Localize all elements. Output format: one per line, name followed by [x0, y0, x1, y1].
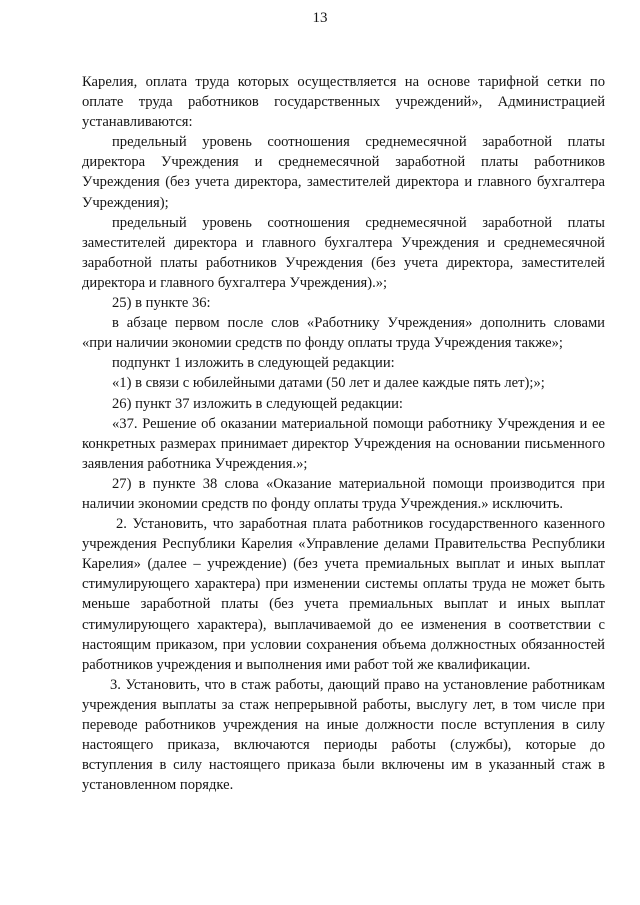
document-body	[82, 72, 605, 795]
paragraph: 3. Установить, что в стаж работы, дающий право на установление работникам учреждения выплаты за стаж непрерывной работы, выслугу лет, в том числе при переводе работников учреждения на иные должности после вступления в силу настоящего приказа, включаются периоды работы (службы), которые до вступления в силу настоящего приказа были включены им в указанный стаж в установленном порядке.	[82, 676, 605, 794]
paragraph: подпункт 1 изложить в следующей редакции:	[112, 355, 395, 372]
paragraph: предельный уровень соотношения среднемесячной заработной платы заместителей директора и главного бухгалтера Учреждения и среднемесячной заработной платы работников Учреждения (без учета директора, заместителей директора и главного бухгалтера Учреждения).»;	[82, 214, 605, 291]
paragraph: 27) в пункте 38 слова «Оказание материальной помощи производится при наличии экономии средств по фонду оплаты труда Учреждения.» исключить.	[82, 475, 605, 512]
paragraph: Карелия, оплата труда которых осуществляется на основе тарифной сетки по оплате труда работников государственных учреждений», Администрацией устанавливаются:	[82, 74, 605, 131]
paragraph: 26) пункт 37 изложить в следующей редакции:	[112, 395, 403, 412]
paragraph: «37. Решение об оказании материальной помощи работнику Учреждения и ее конкретных размерах принимает директор Учреждения на основании письменного заявления работника Учреждения.»;	[82, 415, 605, 472]
paragraph: «1) в связи с юбилейными датами (50 лет и далее каждые пять лет);»;	[112, 375, 545, 392]
paragraph: 2. Установить, что заработная плата работников государственного казенного учреждения Республики Карелия «Управление делами Правительства Республики Карелия» (далее – учреждение) (без учета премиальных выплат и иных выплат стимулирующего характера) при изменении системы оплаты труда не может быть меньше заработной платы (без учета премиальных выплат и иных выплат стимулирующего характера), выплачиваемой до ее изменения в соответствии с настоящим приказом, при условии сохранения объема должностных обязанностей работников учреждения и выполнения ими работ той же квалификации.	[82, 516, 605, 673]
paragraph: предельный уровень соотношения среднемесячной заработной платы директора Учреждения и среднемесячной заработной платы работников Учреждения (без учета директора, заместителей директора и главного бухгалтера Учреждения);	[82, 134, 605, 211]
paragraph: в абзаце первом после слов «Работнику Учреждения» дополнить словами «при наличии экономии средств по фонду оплаты труда Учреждения также»;	[82, 315, 605, 352]
page-number: 13	[312, 10, 328, 26]
paragraph: 25) в пункте 36:	[112, 295, 211, 312]
